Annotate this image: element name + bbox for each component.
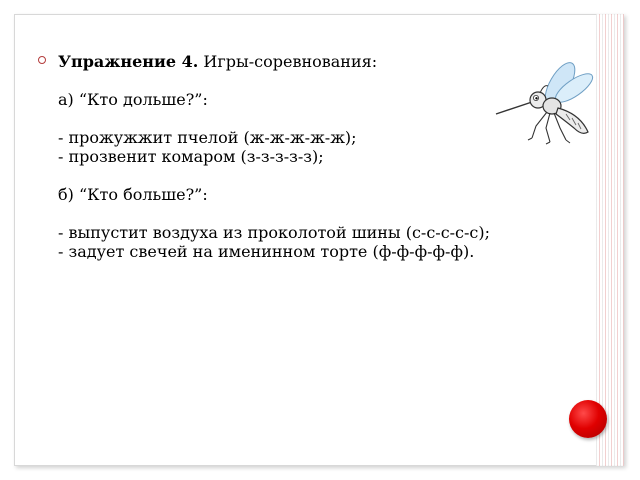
spacer [38,166,558,185]
section-a-item: - прозвенит комаром (з-з-з-з-з); [58,147,324,166]
slide-content [38,52,558,261]
section-a-heading: а) “Кто дольше?”: [58,90,208,109]
section-b-item: - выпустит воздуха из проколотой шины (с-с-с-с-с); [58,223,491,242]
section-b-item: - задует свечей на именинном торте (ф-ф-ф-ф-ф). [58,242,475,261]
spacer [38,204,558,223]
red-circle-icon [569,400,607,438]
spacer [38,71,558,90]
mosquito-icon [492,56,602,146]
exercise-title-bold: Упражнение 4. [58,52,199,71]
section-a-item: - прожужжит пчелой (ж-ж-ж-ж-ж); [58,128,357,147]
spacer [38,109,558,128]
section-b-heading: б) “Кто больше?”: [58,185,208,204]
exercise-title [38,52,558,71]
exercise-title-rest: Игры-соревнования: [198,52,378,71]
